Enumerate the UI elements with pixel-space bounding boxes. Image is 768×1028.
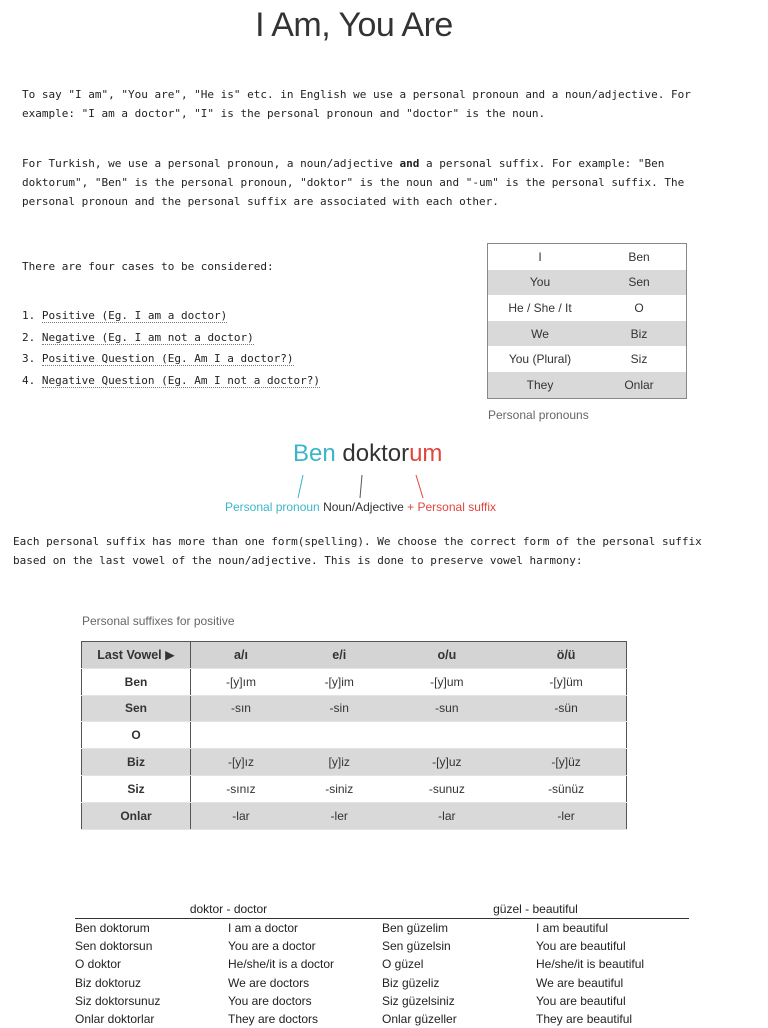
conj-turkish: O doktor	[75, 957, 122, 972]
conj-turkish: Sen doktorsun	[75, 939, 153, 954]
example-connector-lines	[220, 472, 495, 502]
pronoun-tr: O	[634, 300, 644, 315]
label-noun: Noun/Adjective	[323, 500, 404, 514]
conj-english: They are beautiful	[536, 1012, 633, 1027]
personal-pronouns-table	[487, 243, 687, 399]
suffix-cell: -sün	[506, 695, 626, 722]
conj-english: We are beautiful	[536, 975, 624, 990]
row-pronoun: Onlar	[82, 802, 191, 829]
pronouns-caption: Personal pronouns	[488, 408, 589, 422]
case-item-positive-question	[22, 348, 320, 370]
page-title: I Am, You Are	[255, 6, 453, 44]
table-row	[82, 775, 627, 802]
pronoun-en: I	[538, 249, 542, 264]
header-guzel: güzel - beautiful	[382, 900, 689, 919]
case-item-negative-question	[22, 370, 320, 392]
conj-turkish: Siz güzelsiniz	[382, 993, 455, 1008]
row-pronoun: Sen	[82, 695, 191, 722]
pronoun-tr: Onlar	[592, 372, 687, 398]
suffix-cell: -sın	[191, 695, 291, 722]
suffix-intro: Each personal suffix has more than one form(spelling). We choose the correct form of the personal suffix based on the last vowel of the noun/adjective. This is done to preserve vowel harmony:	[13, 535, 702, 567]
table-row	[75, 955, 689, 973]
suffix-cell: -[y]üz	[506, 749, 626, 776]
suffix-cell: -ler	[506, 802, 626, 829]
case-item-positive	[22, 305, 320, 327]
cases-intro: There are four cases to be considered:	[22, 260, 274, 273]
table-row	[488, 244, 687, 270]
conj-turkish: Biz güzeliz	[382, 975, 440, 990]
pronoun-tr: Biz	[592, 321, 687, 347]
suffix-cell: -[y]im	[291, 668, 388, 695]
pronoun-en: They	[488, 372, 593, 398]
suffix-cell	[388, 722, 507, 749]
table-row	[75, 974, 689, 992]
header-vowel: o/u	[388, 642, 507, 669]
conj-english: They are doctors	[228, 1012, 319, 1027]
row-pronoun: Biz	[82, 749, 191, 776]
header-doktor: doktor - doctor	[75, 900, 382, 919]
table-row	[488, 321, 687, 347]
example-word	[293, 440, 442, 468]
suffix-table-caption: Personal suffixes for positive	[82, 614, 235, 628]
case-link-positive[interactable]: Positive (Eg. I am a doctor)	[41, 309, 228, 322]
case-link-positive-question[interactable]: Positive Question (Eg. Am I a doctor?)	[41, 352, 294, 366]
suffix-cell: -siniz	[291, 775, 388, 802]
example-suffix: um	[409, 440, 443, 467]
suffix-cell: -sin	[291, 695, 388, 722]
conj-english: We are doctors	[228, 975, 310, 990]
suffix-cell: -[y]ım	[191, 668, 291, 695]
conj-english: You are doctors	[228, 993, 312, 1008]
table-header-row	[75, 900, 689, 919]
conj-turkish: Onlar doktorlar	[75, 1012, 155, 1027]
row-pronoun: Siz	[82, 775, 191, 802]
conj-turkish: Siz doktorsunuz	[75, 993, 161, 1008]
case-item-negative	[22, 327, 320, 349]
suffix-cell: -[y]uz	[388, 749, 507, 776]
row-pronoun: Ben	[82, 668, 191, 695]
label-suffix: Personal suffix	[417, 500, 496, 514]
conj-english: I am a doctor	[228, 921, 299, 936]
suffix-cell: -[y]ız	[191, 749, 291, 776]
table-header-row	[82, 642, 627, 669]
suffix-cell: [y]iz	[291, 749, 388, 776]
table-row	[75, 1010, 689, 1028]
suffix-cell: -lar	[388, 802, 507, 829]
table-row	[75, 919, 689, 938]
intro-paragraph-2-text-a: For Turkish, we use a personal pronoun, a noun/adjective	[22, 157, 400, 170]
suffix-cell: -[y]üm	[506, 668, 626, 695]
pronoun-tr: Siz	[630, 352, 648, 367]
table-row	[82, 668, 627, 695]
suffix-cell: -sınız	[191, 775, 291, 802]
label-pronoun: Personal pronoun	[225, 500, 320, 514]
case-link-negative-question[interactable]: Negative Question (Eg. Am I not a doctor?)	[41, 374, 321, 388]
noun-connector	[360, 475, 362, 498]
conj-english: He/she/it is beautiful	[536, 957, 645, 972]
conj-english: You are beautiful	[536, 993, 626, 1008]
conj-english: I am beautiful	[536, 921, 609, 936]
pronoun-tr: Sen	[592, 270, 687, 296]
suffix-cell	[191, 722, 291, 749]
header-vowel: a/ı	[191, 642, 291, 669]
conjugation-table	[75, 900, 689, 1028]
conj-english: You are beautiful	[536, 939, 626, 954]
table-row	[82, 802, 627, 829]
table-row	[82, 722, 627, 749]
example-labels	[225, 500, 496, 514]
suffix-cell: -sünüz	[506, 775, 626, 802]
example-pronoun: Ben	[293, 440, 336, 467]
intro-paragraph-2-text-b: a personal suffix. For example: "Ben doktorum", "Ben" is the personal pronoun, "doktor" is the noun and "-um" is the personal suffix. The personal pronoun and the personal suffix are associated with each other.	[22, 157, 685, 208]
case-number: 3.	[22, 352, 36, 366]
pronoun-connector	[298, 475, 303, 498]
suffix-cell: -sun	[388, 695, 507, 722]
suffix-cell: -lar	[191, 802, 291, 829]
table-row	[488, 270, 687, 296]
table-row	[488, 295, 687, 321]
suffix-cell: -[y]um	[388, 668, 507, 695]
case-number: 1.	[22, 309, 36, 322]
conj-turkish: Biz doktoruz	[75, 975, 142, 990]
pronoun-en: You (Plural)	[508, 352, 572, 367]
conj-turkish: Ben doktorum	[75, 921, 150, 936]
case-number: 2.	[22, 330, 36, 344]
label-plus: +	[407, 500, 415, 514]
row-pronoun: O	[82, 722, 191, 749]
pronoun-en: We	[488, 321, 593, 347]
conj-turkish: O güzel	[382, 957, 424, 972]
example-noun: doktor	[342, 440, 410, 467]
suffix-connector	[416, 475, 423, 498]
suffix-cell: -ler	[291, 802, 388, 829]
pronoun-en: You	[488, 270, 593, 296]
table-row	[75, 992, 689, 1010]
personal-suffixes-table	[81, 641, 627, 830]
header-last-vowel: Last Vowel ▶	[82, 642, 191, 669]
example-diagram	[220, 438, 495, 518]
table-row	[488, 372, 687, 398]
case-link-negative[interactable]: Negative (Eg. I am not a doctor)	[41, 330, 254, 344]
suffix-cell	[506, 722, 626, 749]
table-row	[75, 937, 689, 955]
header-vowel: e/i	[291, 642, 388, 669]
table-row	[82, 749, 627, 776]
conj-turkish: Ben güzelim	[382, 921, 449, 936]
suffix-cell: -sunuz	[388, 775, 507, 802]
pronoun-en: He / She / It	[508, 300, 572, 315]
intro-paragraph-1: To say "I am", "You are", "He is" etc. in English we use a personal pronoun and a noun/adjective. For example: "I am a doctor", "I" is the personal pronoun and "doctor" is the noun.	[22, 88, 691, 120]
suffix-cell	[291, 722, 388, 749]
pronoun-tr: Ben	[628, 249, 650, 264]
header-vowel: ö/ü	[506, 642, 626, 669]
conj-turkish: Sen güzelsin	[382, 939, 451, 954]
case-number: 4.	[22, 374, 36, 388]
intro-paragraph-2-bold: and	[399, 157, 420, 170]
cases-list	[22, 305, 320, 392]
conj-turkish: Onlar güzeller	[382, 1012, 457, 1027]
table-row	[82, 695, 627, 722]
table-row	[488, 346, 687, 372]
conj-english: He/she/it is a doctor	[228, 957, 335, 972]
conj-english: You are a doctor	[228, 939, 316, 954]
intro-paragraph-2	[22, 154, 692, 211]
